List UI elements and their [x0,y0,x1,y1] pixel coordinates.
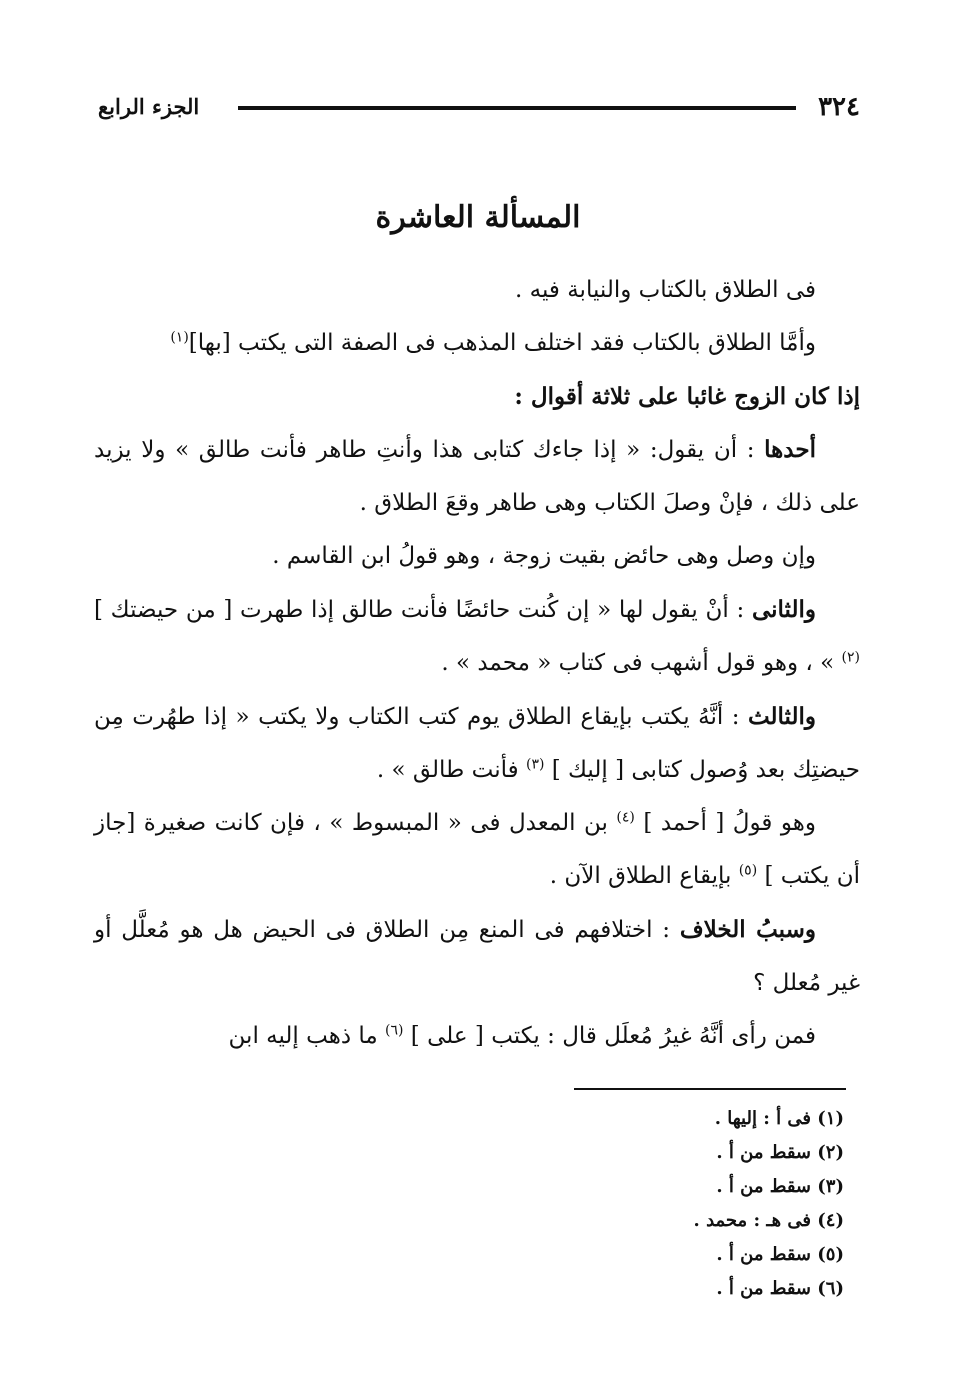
paragraph-8 [94,797,860,903]
paragraph-2-text: وأمَّا الطلاق بالكتاب فقد اختلف المذهب فى الصفة التى يكتب [بها] [188,330,816,356]
paragraph-6-text-a: : أنْ يقول لها « إن كُنت حائضًا فأنت طالق إذا طهرت [ من حيضتك ] [94,597,752,623]
paragraph-7-text-a: : أنَّهُ يكتب بإيقاع الطلاق يوم كتب الكتاب ولا يكتب « إذا طهُرت مِن حيضتِك بعد وُصول كتابى [ إليك ] [94,704,860,783]
header-rule [238,106,796,110]
footnote-6: (٦) سقط من أ . [716,1278,844,1299]
paragraph-8-text-c: بإيقاع الطلاق الآن . [549,863,739,889]
paragraph-10-text-b: ما ذهب إليه ابن [228,1023,386,1049]
footnote-2: (٢) سقط من أ . [716,1142,844,1163]
footnotes [344,1102,844,1306]
page-number: ٣٢٤ [818,92,860,122]
paragraph-4 [94,423,860,530]
paragraph-6-text-b: » ، وهو قول أشهب فى كتاب « محمد » . [441,650,842,676]
paragraph-6 [94,583,860,690]
footnote-3: (٣) سقط من أ . [716,1176,844,1197]
body-text [94,264,860,1063]
paragraph-7 [94,690,860,797]
paragraph-3: إذا كان الزوج غائبا على ثلاثة أقوال : [514,383,860,410]
paragraph-2 [94,317,860,370]
paragraph-8-text-b: بن المعدل فى « المبسوط » ، فإن كانت صغيرة [جاز أن يكتب ] [94,810,860,889]
paragraph-4-text: : أن يقول: « إذا جاءك كتابى هذا وأنتِ طاهر فأنت طالق » ولا يزيد على ذلك ، فإنْ وصلَ الكتاب وهى طاهر وقعَ الطلاق . [94,437,860,516]
footnote-ref-1: (١) [170,329,189,346]
footnote-ref-3: (٣) [525,756,545,773]
paragraph-10-text-a: فمن رأى أنَّهُ غيرُ مُعلَل قال : يكتب [ على ] [403,1023,816,1049]
footnote-4: (٤) فى هـ : محمد . [693,1210,844,1231]
paragraph-8-text-a: وهو قولُ [ أحمد ] [634,810,816,836]
paragraph-7-text-b: فأنت طالق » . [376,757,526,783]
footnote-separator [574,1088,846,1090]
paragraph-10 [94,1010,860,1063]
footnote-ref-5: (٥) [738,862,758,879]
footnote-ref-4: (٤) [616,809,635,826]
chapter-heading: المسألة العاشرة [375,200,581,235]
paragraph-5: وإن وصل وهى حائض بقيت زوجة ، وهو قولُ ابن القاسم . [272,543,816,569]
footnote-5: (٥) سقط من أ . [716,1244,844,1265]
paragraph-1: فى الطلاق بالكتاب والنيابة فيه . [515,277,816,303]
paragraph-9 [94,903,860,1010]
paragraph-9-lead: وسببُ الخلاف [679,916,816,943]
footnote-1: (١) فى أ : إليها . [714,1108,844,1129]
paragraph-4-lead: أحدها [764,436,816,463]
page-header [98,88,860,128]
footnote-ref-6: (٦) [385,1022,404,1039]
paragraph-9-text: : اختلافهم فى المنع مِن الطلاق فى الحيض هل هو مُعلَّل أو غير مُعلل ؟ [94,917,860,996]
running-title: الجزء الرابع [98,94,200,119]
paragraph-7-lead: والثالث [747,703,816,730]
paragraph-6-lead: والثانى [751,596,816,623]
footnote-ref-2: (٢) [841,649,860,666]
